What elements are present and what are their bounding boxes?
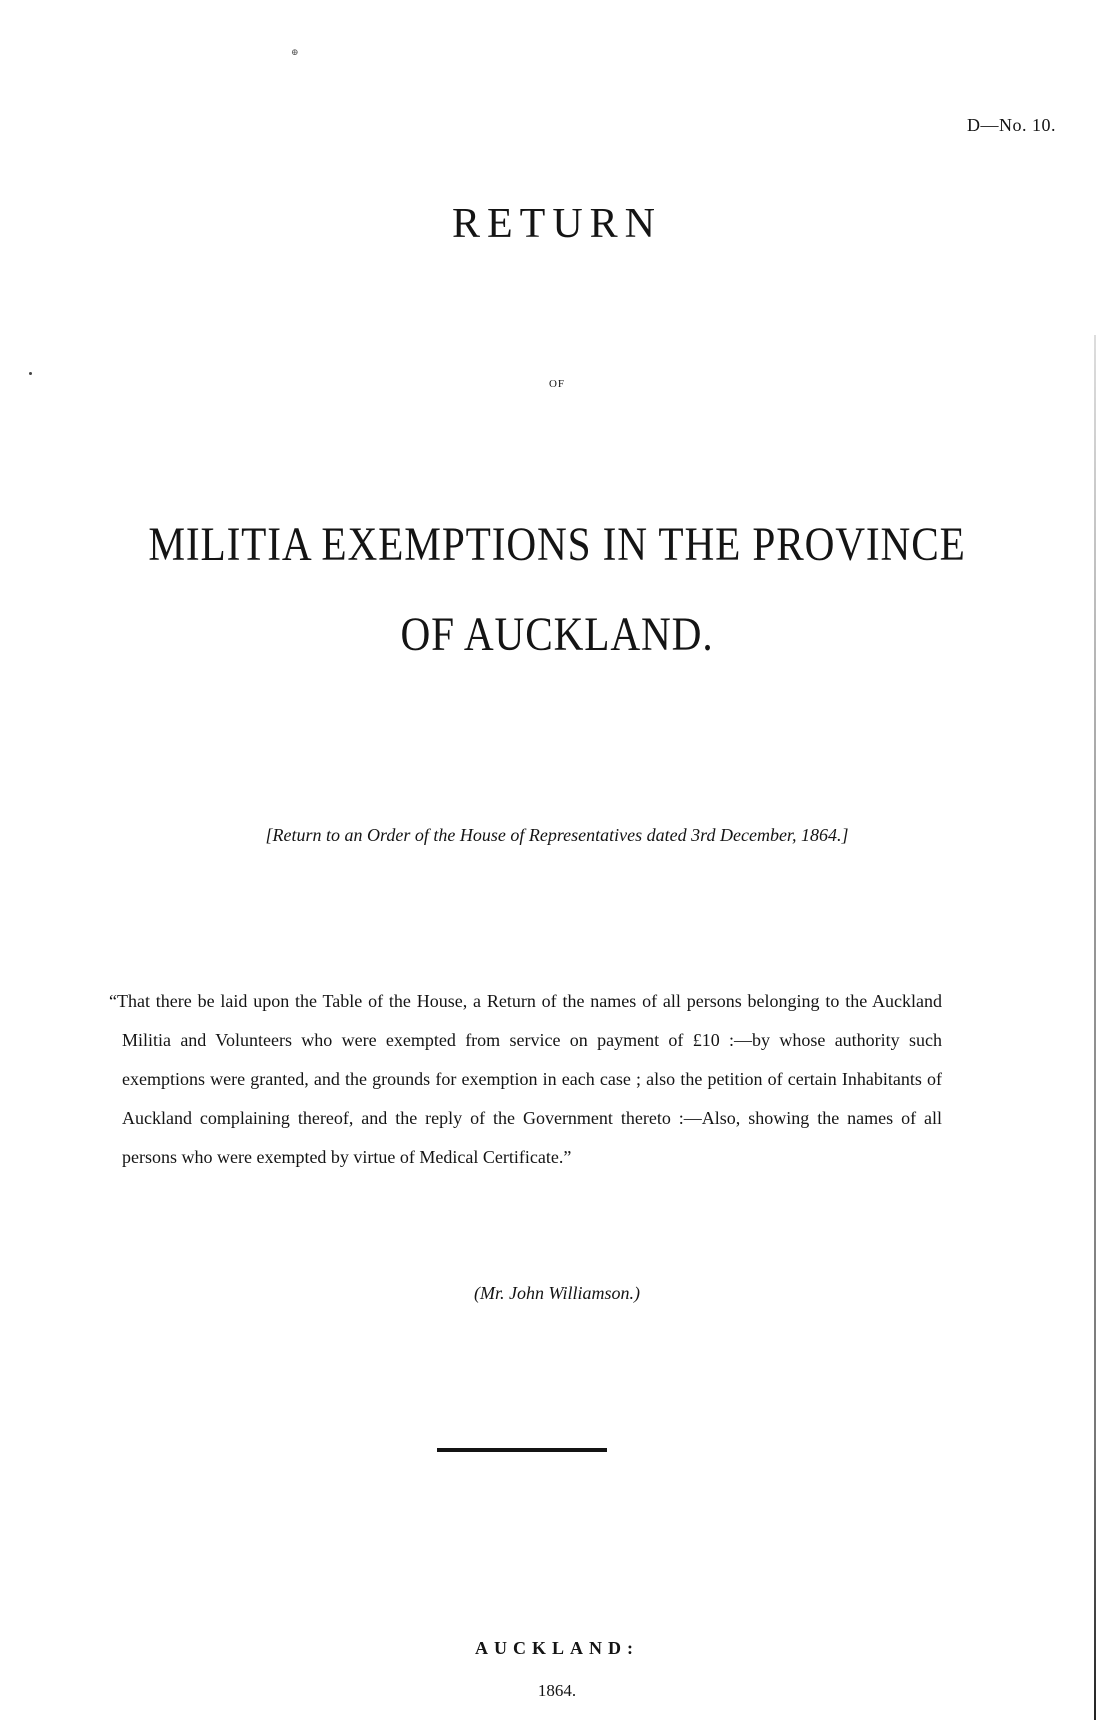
main-title-line-2: OF AUCKLAND.	[400, 608, 714, 661]
divider-rule	[437, 1448, 607, 1452]
page-edge-line	[1094, 335, 1096, 1720]
main-title-line-1: MILITIA EXEMPTIONS IN THE PROVINCE	[148, 518, 966, 571]
title-of: OF	[548, 378, 566, 390]
order-note: [Return to an Order of the House of Representatives dated 3rd December, 1864.]	[265, 825, 849, 845]
imprint-year: 1864.	[537, 1681, 577, 1700]
printer-mark: ⊕	[291, 47, 299, 57]
mover-name: (Mr. John Williamson.)	[474, 1283, 640, 1303]
speck	[29, 372, 32, 375]
imprint-place: AUCKLAND:	[475, 1638, 639, 1658]
title-return: RETURN	[452, 201, 662, 247]
document-number: D—No. 10.	[967, 115, 1056, 135]
main-title	[78, 500, 1036, 680]
resolution-quote: “That there be laid upon the Table of the House, a Return of the names of all persons belonging to the Auckland Militia and Volunteers who were exempted from service on payment of £10 :—by whose authority such exemptions were granted, and the grounds for exemption in each case ; also the petition of certain Inhabitants of Auckland complaining thereof, and the reply of the Government thereto :—Also, showing the names of all persons who were exempted by virtue of Medical Certificate.”	[109, 991, 942, 1167]
